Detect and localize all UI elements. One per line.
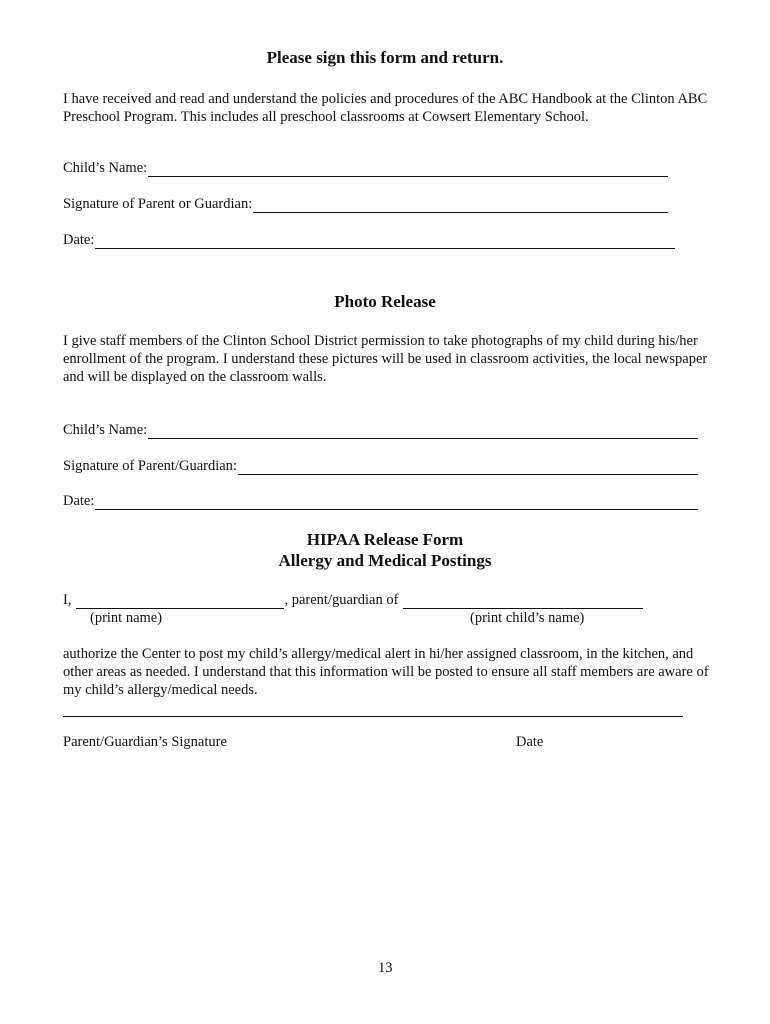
guardian-signature-label: Signature of Parent/Guardian: [63, 458, 237, 474]
guardian-signature-field-2[interactable] [63, 458, 698, 475]
guardian-signature-line[interactable] [253, 199, 668, 213]
date-label: Date: [63, 493, 95, 509]
i-label: I, [63, 592, 72, 608]
date-field-2[interactable] [63, 493, 698, 510]
section-title-photo-release: Photo Release [334, 292, 436, 311]
print-child-name-line[interactable] [403, 595, 643, 609]
date-line[interactable] [95, 235, 675, 249]
print-child-name-caption: (print child’s name) [470, 610, 585, 626]
date-field-1[interactable] [63, 232, 675, 249]
parent-signature-line[interactable] [63, 716, 683, 717]
child-name-label: Child’s Name: [63, 422, 148, 438]
parent-signature-caption: Parent/Guardian’s Signature [63, 734, 227, 750]
parent-guardian-of-label: , parent/guardian of [284, 592, 399, 608]
child-name-line[interactable] [148, 425, 698, 439]
allergy-authorization-text: authorize the Center to post my child’s allergy/medical alert in hi/her assigned classroom, in the kitchen, and other areas as needed. I understand that this information will be posted to ensure all staff members are aware of my child’s allergy/medical needs. [63, 646, 709, 698]
section-title-hipaa: HIPAA Release Form [306, 530, 464, 549]
guardian-signature-field-1[interactable] [63, 196, 668, 213]
child-name-label: Child’s Name: [63, 160, 148, 176]
date-line[interactable] [95, 496, 698, 510]
guardian-signature-line[interactable] [238, 461, 698, 475]
page-number: 13 [378, 960, 393, 976]
child-name-field-1[interactable] [63, 160, 668, 177]
hipaa-name-row [63, 592, 643, 609]
date-caption: Date [516, 734, 544, 750]
guardian-signature-label: Signature of Parent or Guardian: [63, 196, 253, 212]
handbook-acknowledgement-text: I have received and read and understand the policies and procedures of the ABC Handbook at the Clinton ABC Preschool Program. This includes all preschool classrooms at Cowsert Elementary School. [63, 91, 708, 125]
print-name-line[interactable] [76, 595, 284, 609]
print-name-caption: (print name) [90, 610, 163, 626]
section-subtitle-allergy-medical: Allergy and Medical Postings [278, 551, 492, 570]
child-name-field-2[interactable] [63, 422, 698, 439]
section-title-sign-return: Please sign this form and return. [266, 48, 504, 67]
photo-release-text: I give staff members of the Clinton School District permission to take photographs of my child during his/her enrollment of the program. I understand these pictures will be used in classroom activities, the local newspaper and will be displayed on the classroom walls. [63, 333, 708, 385]
child-name-line[interactable] [148, 163, 668, 177]
date-label: Date: [63, 232, 95, 248]
